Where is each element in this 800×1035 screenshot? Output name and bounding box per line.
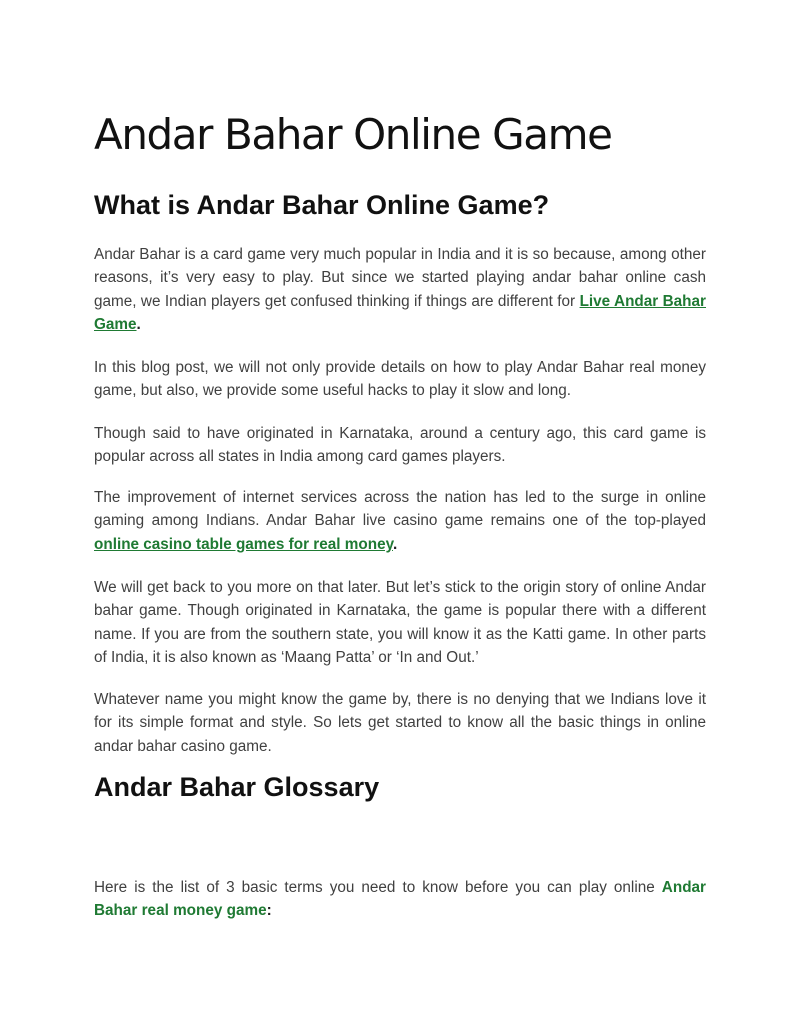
paragraph-glossary-end: : <box>266 902 272 920</box>
live-andar-bahar-game-link[interactable]: Live Andar Bahar Game <box>94 292 706 333</box>
paragraph-blog-post: In this blog post, we will not only provide details on how to play Andar Bahar real money game, but also, we provide some useful hacks to play it slow and long. <box>94 359 706 400</box>
paragraph-glossary-text: Here is the list of 3 basic terms you need to know before you can play online <box>94 879 662 896</box>
paragraph-origin: Though said to have originated in Karnataka, around a century ago, this card game is popular across all states in India among card games players. <box>94 425 706 466</box>
paragraph-origin-story: We will get back to you more on that later. But let’s stick to the origin story of online Andar bahar game. Though originated in Karnataka, the game is popular there with a different name. If you are from the southern state, you will know it as the Katti game. In other parts of India, it is also known as ‘Maang Patta’ or ‘In and Out.’ <box>94 579 706 666</box>
andar-bahar-real-money-text: Andar Bahar real money game <box>94 879 706 920</box>
paragraph-intro <box>94 243 706 336</box>
paragraph-glossary-intro <box>94 876 706 923</box>
section-heading-what-is: What is Andar Bahar Online Game? <box>94 190 550 220</box>
section-heading-glossary: Andar Bahar Glossary <box>94 772 380 802</box>
paragraph-internet <box>94 486 706 556</box>
paragraph-intro-text: Andar Bahar is a card game very much popular in India and it is so because, among other reasons, it’s very easy to play. But since we started playing andar bahar online cash game, we Indian players get confused thinking if things are different for <box>94 246 706 310</box>
paragraph-internet-end: . <box>392 535 398 553</box>
paragraph-intro-end: . <box>136 315 141 333</box>
paragraph-simple-format: Whatever name you might know the game by, there is no denying that we Indians love it for its simple format and style. So lets get started to know all the basic things in online andar bahar casino game. <box>94 691 706 755</box>
casino-table-games-link[interactable]: online casino table games for real money <box>94 535 393 553</box>
paragraph-internet-text: The improvement of internet services across the nation has led to the surge in online gaming among Indians. Andar Bahar live casino game remains one of the top-played <box>94 489 706 530</box>
page-title: Andar Bahar Online Game <box>94 110 612 159</box>
